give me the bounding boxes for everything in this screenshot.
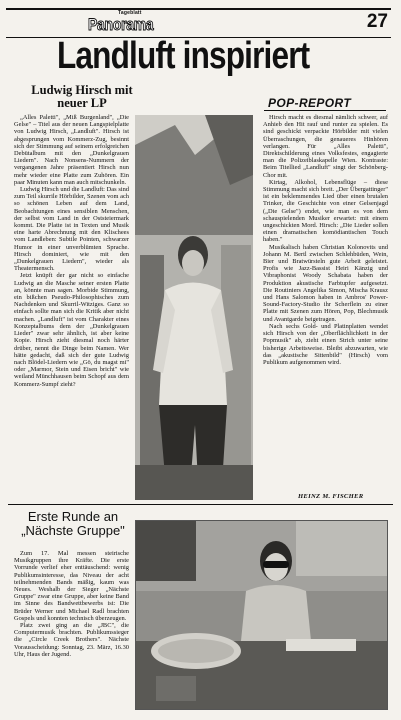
paragraph: Ludwig Hirsch und die Landluft: Das sind zum Teil skurrile Hörbilder, Szenen vom ach so schönen Leben auf dem Land, Beobachtungen eines sensiblen Menschen, der selbst vom Land in der Oststeiermark kommt. Die Platte ist in Texten und Musik eine harte Abrechnung mit den Klischees vom Landleben: Subtile Pointen, schwarzer Humor in einer unverblümten Sprache. Hirsch dominiert, wie mit den „Dunkelgrauen Liedern", wieder als Theatermensch. (14, 186, 129, 273)
paragraph: Musikalisch haben Christian Kolonovits und Johann M. Bertl zwischen Schlehbüden, Wein, Bier und Bratwürsteln gute Arbeit geleistet. Profis wie Jazz-Bassist Heiri Känzig und Vibraphonist Woody Schabata haben der Produktion akustische Farbtupfer aufgesetzt. Die Routiniers Angelika Simon, Mischa Krausz und Hans Salomon haben in Ambros' Power-Sound-Factory-Studio ihr Scherflein zu einer Platte mit Szenen zum Hören, Pop, Blechmusik und Avantgarde beigetragen. (263, 243, 388, 323)
second-article-headline: Erste Runde an „Nächste Gruppe" (21, 509, 125, 538)
rubric-rule (264, 110, 386, 111)
paragraph: „Alles Paletti", „Miß Burgenland", „Die Gelse" – Titel aus der neuen Langspielplatte von Ludwig Hirsch, „Landluft". Hirsch ist abgesprungen vom Kommerz-Zug, besinnt sich der Stimmung auf seinem erfolgreichen Debütalbum mit den „Dunkelgrauen Liedern". Nach Nonsens-Nummern der vergangenen Jahre präsentiert Hirsch nun mehr wieder eine Platte zum Zuhören. Ein paar Minuten kann man auch mitschunkeln. (14, 114, 129, 186)
paragraph: Hirsch macht es diesmal nämlich schwer, auf Anhieb den Hit rauf und runter zu spielen. Es sind geschickt verpackte Hörbilder mit vielen Überraschungen, die genaueres Hinhören verlangen. Für „Alles Paletti", Direktschilderung eines Volksfestes, engagierte man die Polizeiblaskapelle Wien. Kontraste: Beim Titellied „Landluft" singt der Schönberg-Chor mit. (263, 114, 388, 179)
article-photo-ludwig-hirsch (135, 115, 253, 500)
rubric-label: POP-REPORT (268, 96, 352, 110)
masthead-section-name: Panorama (88, 15, 154, 34)
paragraph: Platz zwei ging an die „JBC", die Computermusik brachten. Publikumssieger die „Circle Creek Brothers". Nächste Vorausscheidung: Sonntag, 23. März, 16.30 Uhr, Haus der Jugend. (14, 622, 129, 658)
paragraph: Kirtag, Alkohol, Lebensflüge – diese Stimmung macht sich breit. „Der Übergattinger" ist ein beklemmendes Lied über einen brutalen Trinker, die Geschichte von einer Gelsenjagd („Die Gelse") endet, wie man es von dem schauspielenden Musiker erwartet: mit einem ungeschickten Mord. Hirsch: „Die Lieder sollen einen dramatischen komödiantischen Touch haben." (263, 178, 388, 244)
article-column-1 (14, 114, 129, 388)
article-column-3 (263, 114, 388, 366)
second-article-body (14, 550, 129, 658)
paragraph: Zum 17. Mal messen steirische Musikgruppen ihre Kräfte. Die erste Vorrunde verlief eher enttäuschend: wenig Publikumsinteresse, das Niveau der acht teilnehmenden Bands mäßig, kaum was Neues. Weshalb der Sieger „Nächste Gruppe" zwar eine Gruppe, aber keine Band im Sinne des Bandwettbewerbs ist: Die Brüder Werner und Michael Radl brachten Gospels und konnten technisch überzeugen. (14, 550, 129, 622)
article-separator (8, 504, 393, 505)
photo-illustration (135, 115, 253, 500)
byline: HEINZ M. FISCHER (298, 493, 364, 500)
paragraph: Jetzt knüpft der gar nicht so einfache Ludwig an die Masche seiner ersten Platte an, könnte man sagen. Morbide Stimmung, ein bißchen Pseudo-Philosophisches zum Nachdenken und Skurril-Witziges. Ganz so einfach sollte man sich die Kritik aber nicht machen. „Landluft" ist vom Charakter eines Konzeptalbums dem der „Dunkelgrauen Lieder" zwar sehr ähnlich, ist aber keine Kopie. Hirsch zieht diesmal noch härter drüber, nennt die Dinge beim Namen. Wer hätte gedacht, daß sich der gute Ludwig nach Blödel-Liedern wie „Gö, du magst mi" oder „Marmor, Stein und Eisen bricht" wie weiland Münchhausen beim Schopf aus dem Kommerz-Sumpf zieht? (14, 272, 129, 388)
article-subheadline: Ludwig Hirsch mit neuer LP (31, 83, 133, 110)
article-headline: Landluft inspiriert (57, 35, 310, 77)
paragraph: Nach sechs Gold- und Platinplatten wendet sich Hirsch von der „Oberflächlichkeit in der Popmusik" ab, zieht einen Strich unter seine bisherige Arbeitsweise. Bleibt abzuwarten, wie das „akustische Sittenbild" (Hirsch) vom Publikum aufgenommen wird. (263, 322, 388, 366)
masthead-top-rule (6, 8, 391, 10)
masthead-brand-small: Tageblatt (118, 10, 142, 16)
second-article-photo (135, 520, 388, 710)
page-number: 27 (366, 11, 388, 32)
photo-illustration-2 (136, 521, 388, 710)
